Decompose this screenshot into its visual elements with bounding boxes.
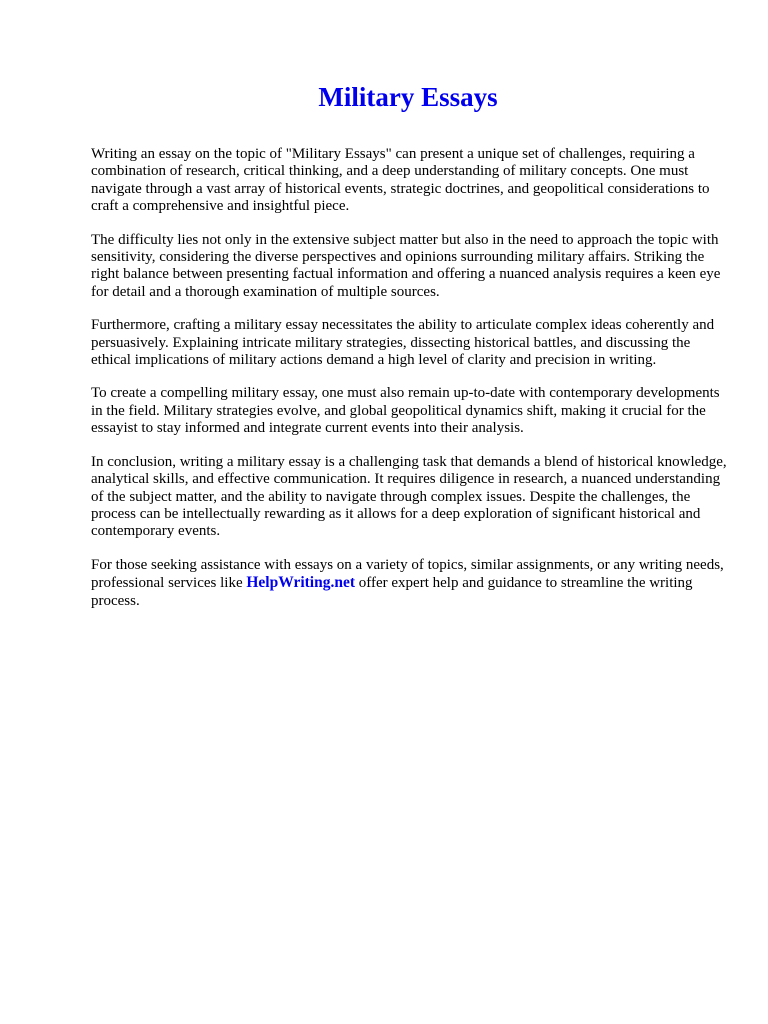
paragraph-furthermore: Furthermore, crafting a military essay necessitates the ability to articulate complex ideas coherently and persuasively. Explaining intricate military strategies, dissecting historical battles, and discussing the ethical implications of military actions demand a high level of clarity and precision in writing. bbox=[91, 317, 715, 369]
paragraph-contemporary: To create a compelling military essay, one must also remain up-to-date with contemporary developments in the field. Military strategies evolve, and global geopolitical dynamics shift, making it crucial for the essayist to stay informed and integrate current events into their analysis. bbox=[91, 385, 720, 437]
document-body bbox=[91, 146, 733, 626]
paragraph-intro: Writing an essay on the topic of "Military Essays" can present a unique set of challenges, requiring a combination of research, critical thinking, and a deep understanding of military concepts. One must navigate through a vast array of historical events, strategic doctrines, and geopolitical considerations to craft a comprehensive and insightful piece. bbox=[91, 146, 710, 215]
paragraph-conclusion: In conclusion, writing a military essay is a challenging task that demands a blend of historical knowledge, analytical skills, and effective communication. It requires diligence in research, a nuanced understanding of the subject matter, and the ability to navigate through complex issues. Despite the challenges, the process can be intellectually rewarding as it allows for a deep exploration of significant historical and contemporary events. bbox=[91, 453, 727, 540]
page-title: Military Essays bbox=[318, 82, 498, 112]
helpwriting-link[interactable]: HelpWriting.net bbox=[246, 574, 356, 592]
paragraph-closing bbox=[91, 557, 733, 610]
paragraph-difficulty: The difficulty lies not only in the extensive subject matter but also in the need to approach the topic with sensitivity, considering the diverse perspectives and opinions surrounding military affairs. Striking the right balance between presenting factual information and offering a nuanced analysis requires a keen eye for detail and a thorough examination of multiple sources. bbox=[91, 231, 721, 300]
closing-text-before-link: For those seeking assistance with essays on a variety of topics, similar assignments, or any writing needs, professional services like bbox=[91, 556, 724, 592]
closing-text-after-link: offer expert help and guidance to streamline the writing process. bbox=[91, 575, 693, 609]
